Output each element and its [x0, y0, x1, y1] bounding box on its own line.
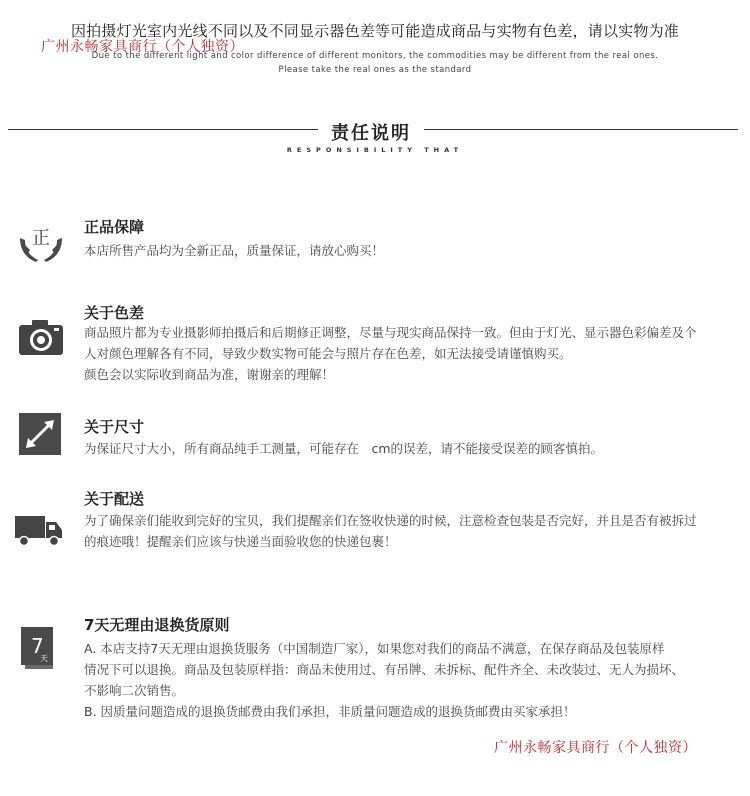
- seven-day-icon-number: 7: [31, 634, 44, 658]
- color-difference-notice-en-line1: Due to the different light and color difference of different monitors, the commodities may be different from the real ones.: [91, 51, 659, 61]
- seven-day-icon-day: 天: [40, 654, 48, 663]
- item-text-color-difference: 商品照片都为专业摄影师拍摄后和后期修正调整，尽量与现实商品保持一致。但由于灯光、显示器色彩偏差及个 人对颜色理解各有不同，导致少数实物可能会与照片存在色差，如无法接受请谨慎购买。 颜色会以实际收到商品为准，谢谢亲的理解！: [84, 325, 697, 382]
- delivery-truck-icon: [14, 506, 64, 552]
- item-title-color-difference: 关于色差: [84, 304, 145, 322]
- item-text-delivery: 为了确保亲们能收到完好的宝贝，我们提醒亲们在签收快递的时候，注意检查包装是否完好，并且是否有被拆过 的痕迹哦！提醒亲们应该与快递当面验收您的快递包裹！: [84, 513, 697, 549]
- section-subtitle: RESPONSIBILITY THAT: [286, 146, 464, 154]
- item-title-size: 关于尺寸: [84, 418, 145, 436]
- item-title-genuine: 正品保障: [84, 218, 145, 236]
- item-text-genuine: 本店所售产品均为全新正品，质量保证，请放心购买！: [84, 243, 385, 258]
- item-text-return-policy: A. 本店支持7天无理由退换货服务（中国制造厂家），如果您对我们的商品不满意，在保存商品及包装原样 情况下可以退换。商品及包装原样指：商品未使用过、有吊牌、未拆标、配件齐全、未改装过、无人为损坏、 不影响二次销售。 B. 因质量问题造成的退换货邮费由我们承担，非质量问题造成的退换货邮费由买家承担！: [84, 641, 685, 719]
- resize-arrow-icon: [16, 412, 66, 458]
- shop-name-watermark-bottom: 广州永畅家具商行（个人独资）: [494, 740, 697, 756]
- color-difference-notice-cn: 因拍摄灯光室内光线不同以及不同显示器色差等可能造成商品与实物有色差，请以实物为准: [70, 22, 679, 40]
- camera-icon: [16, 315, 66, 361]
- genuine-hands-icon: [16, 220, 66, 266]
- svg-text:正: 正: [32, 228, 50, 249]
- color-difference-notice-en-line2: Please take the real ones as the standard: [278, 65, 472, 75]
- shop-name-watermark-top: 广州永畅家具商行（个人独资）: [41, 39, 244, 55]
- divider-left: [8, 129, 318, 130]
- seven-day-return-icon: [18, 625, 68, 671]
- divider-right: [424, 129, 738, 130]
- item-title-delivery: 关于配送: [84, 490, 145, 508]
- item-title-return-policy: 7天无理由退换货原则: [84, 616, 230, 634]
- section-title: 责任说明: [331, 123, 411, 144]
- item-text-size: 为保证尺寸大小，所有商品纯手工测量，可能存在 cm的误差，请不能接受误差的顾客慎拍。: [84, 441, 604, 456]
